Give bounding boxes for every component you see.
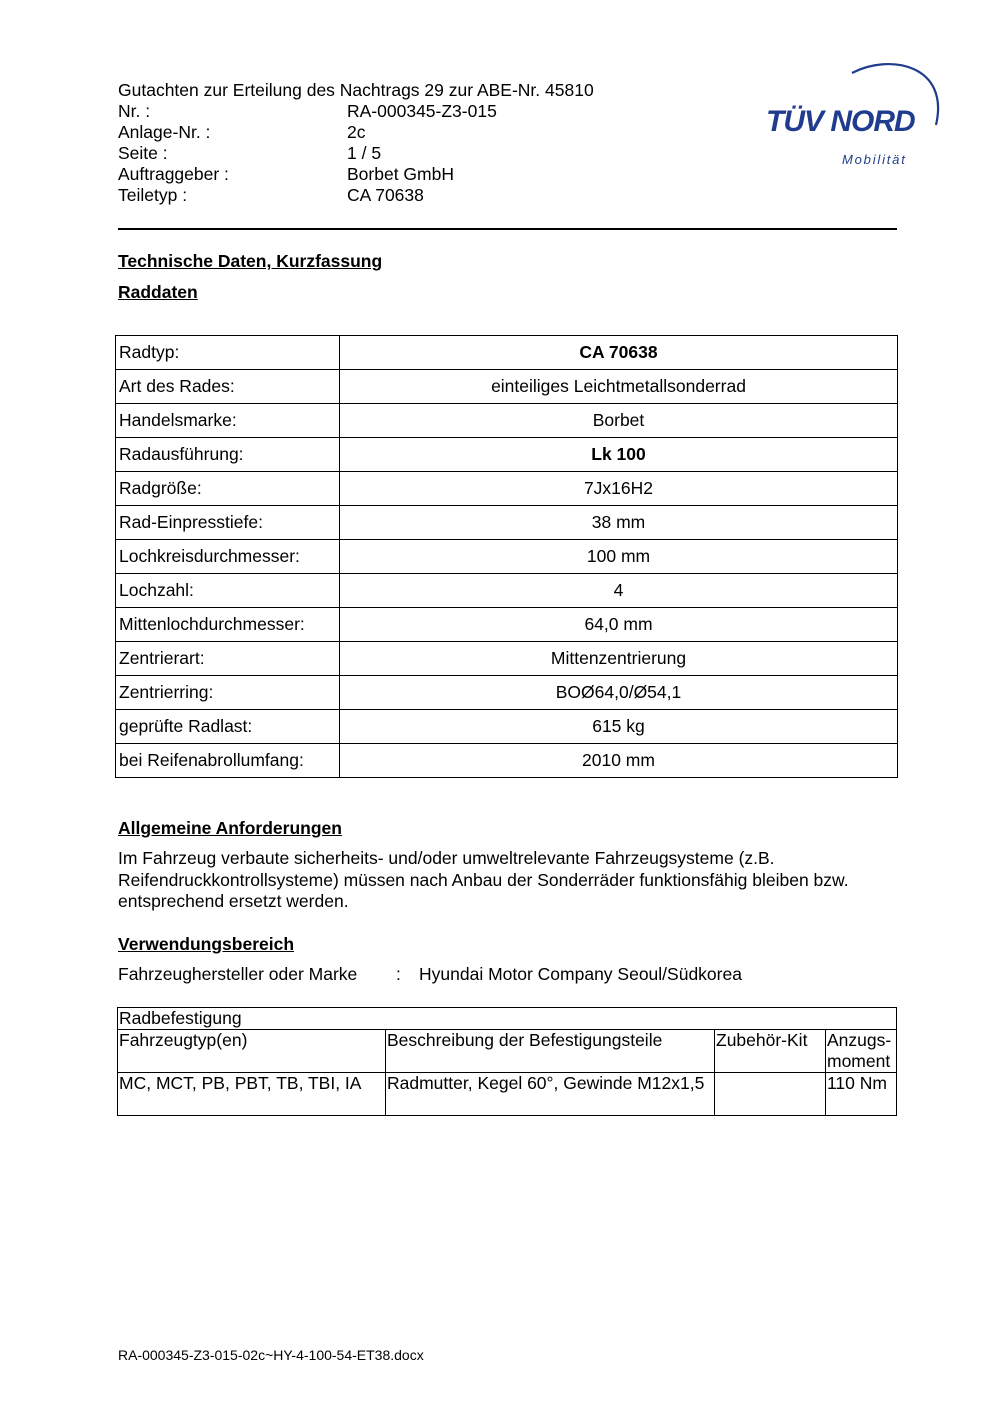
row-value: 100 mm [340,540,898,574]
header-label: Anlage-Nr. : [118,122,211,142]
header-value: Borbet GmbH [347,164,454,184]
section-verwendung-heading: Verwendungsbereich [118,934,295,954]
table-row [116,438,898,472]
column-header: Anzugs- moment [826,1030,897,1073]
table-cell [715,1073,826,1116]
row-value: BOØ64,0/Ø54,1 [340,676,898,710]
header-label: Seite : [118,143,168,163]
table-title-row [118,1008,897,1030]
table-row [116,642,898,676]
row-value: 2010 mm [340,744,898,778]
header-row-teiletyp [118,185,497,206]
table-row [118,1073,897,1116]
header-row-auftraggeber [118,164,497,185]
row-label: Art des Rades: [116,370,340,404]
row-value: 615 kg [340,710,898,744]
header-label: Auftraggeber : [118,164,229,184]
table-row [116,744,898,778]
section-tech-heading: Technische Daten, Kurzfassung [118,251,383,271]
table-cell: MC, MCT, PB, PBT, TB, TBI, IA [118,1073,386,1116]
row-value: Mittenzentrierung [340,642,898,676]
row-value: Lk 100 [340,438,898,472]
usage-separator: : [396,964,401,984]
row-label: Mittenlochdurchmesser: [116,608,340,642]
row-label: Lochkreisdurchmesser: [116,540,340,574]
table-row [116,574,898,608]
row-label: Radgröße: [116,472,340,506]
table-row [116,540,898,574]
allgemein-paragraph: Im Fahrzeug verbaute sicherheits- und/oder umweltrelevante Fahrzeugsysteme (z.B. Reifendruckkontrollsysteme) müssen nach Anbau der Sonderräder funktionsfähig bleiben bzw. entsprechend ersetzt werden. [118,848,849,911]
header-value: 1 / 5 [347,143,382,163]
table-row [116,336,898,370]
header-fields [118,101,497,206]
document-title: Gutachten zur Erteilung des Nachtrags 29 zur ABE-Nr. 45810 [118,80,594,100]
table-row [116,506,898,540]
row-label: geprüfte Radlast: [116,710,340,744]
row-label: bei Reifenabrollumfang: [116,744,340,778]
column-header: Beschreibung der Befestigungsteile [386,1030,715,1073]
usage-line [118,964,742,985]
wheel-data-table [115,335,898,778]
table-row [116,676,898,710]
tuv-nord-logo [760,55,950,175]
header-row-seite [118,143,497,164]
row-label: Radtyp: [116,336,340,370]
row-label: Radausführung: [116,438,340,472]
row-label: Lochzahl: [116,574,340,608]
row-label: Handelsmarke: [116,404,340,438]
row-value: CA 70638 [340,336,898,370]
header-row-nr [118,101,497,122]
column-header: Zubehör-Kit [715,1030,826,1073]
table-header-row [118,1030,897,1073]
header-value: CA 70638 [347,185,424,205]
header-label: Teiletyp : [118,185,188,205]
table-cell: 110 Nm [826,1073,897,1116]
table-cell: Radmutter, Kegel 60°, Gewinde M12x1,5 [386,1073,715,1116]
logo-wordmark: TÜV NORD [766,105,915,138]
header-label: Nr. : [118,101,151,121]
row-value: 64,0 mm [340,608,898,642]
table-row [116,472,898,506]
row-label: Zentrierart: [116,642,340,676]
row-value: 4 [340,574,898,608]
row-value: 7Jx16H2 [340,472,898,506]
column-header: Fahrzeugtyp(en) [118,1030,386,1073]
mounting-table [117,1007,897,1116]
table-row [116,608,898,642]
table-row [116,710,898,744]
usage-label: Fahrzeughersteller oder Marke [118,964,358,984]
header-value: RA-000345-Z3-015 [347,101,497,121]
row-value: Borbet [340,404,898,438]
table-title: Radbefestigung [118,1008,897,1030]
row-label: Zentrierring: [116,676,340,710]
section-allgemein-heading: Allgemeine Anforderungen [118,818,342,838]
table-row [116,404,898,438]
row-label: Rad-Einpresstiefe: [116,506,340,540]
header-row-anlage [118,122,497,143]
header-divider [118,228,897,230]
row-value: einteiliges Leichtmetallsonderrad [340,370,898,404]
logo-subtitle: Mobilität [842,152,907,167]
section-raddaten-heading: Raddaten [118,282,198,302]
table-row [116,370,898,404]
usage-value: Hyundai Motor Company Seoul/Südkorea [419,964,742,984]
row-value: 38 mm [340,506,898,540]
header-value: 2c [347,122,366,142]
footer-filename: RA-000345-Z3-015-02c~HY-4-100-54-ET38.docx [118,1347,424,1363]
